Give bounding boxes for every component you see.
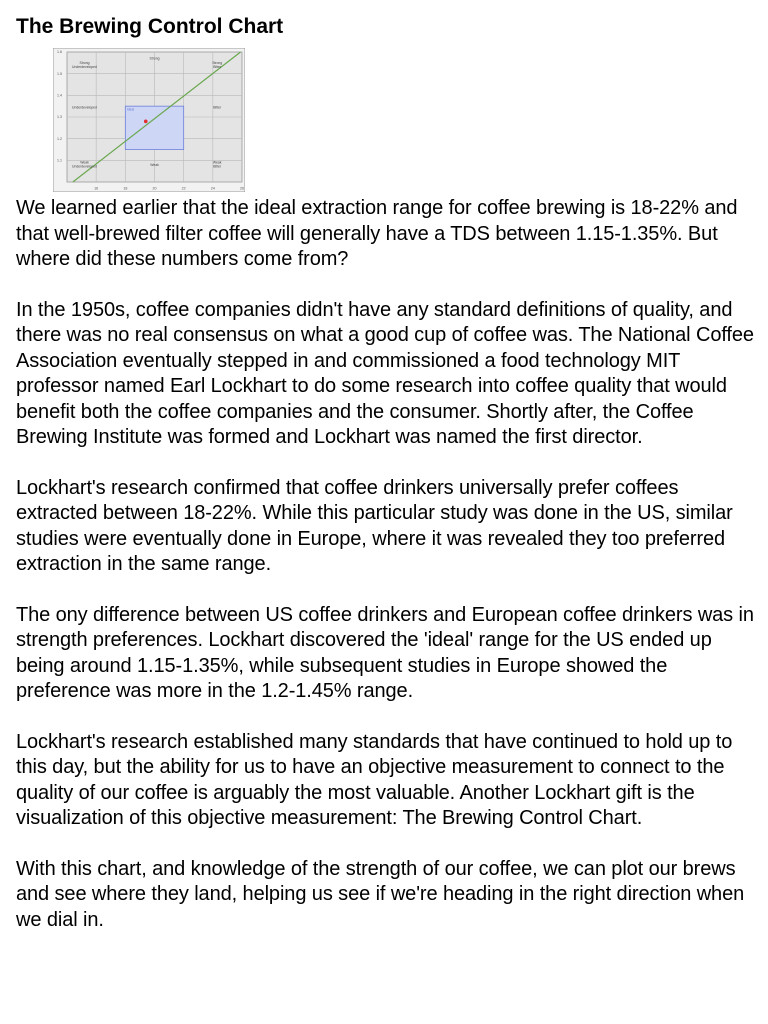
- ideal-box: [125, 106, 183, 149]
- zone-label: Underdeveloped: [72, 105, 97, 110]
- x-tick-label: 26: [240, 186, 244, 191]
- y-tick-label: 1.5: [57, 71, 62, 76]
- y-tick-label: 1.3: [57, 115, 62, 120]
- x-tick-label: 24: [210, 186, 215, 191]
- brewing-control-chart: [53, 48, 245, 192]
- brew-point: [144, 120, 148, 124]
- ideal-box-label: Ideal: [126, 107, 135, 112]
- paragraph-4: The ony difference between US coffee drinkers and European coffee drinkers was in strength preferences. Lockhart discovered the 'ideal' range for the US ended up being around 1.15-1.35%, while subsequent studies in Europe showed the preference was more in the 1.2-1.45% range.: [16, 603, 754, 702]
- y-tick-label: 1.6: [57, 50, 62, 55]
- brewing-control-chart-svg: [53, 48, 245, 192]
- x-tick-label: 20: [152, 186, 157, 191]
- article-title: The Brewing Control Chart: [16, 15, 284, 38]
- zone-label: Strong: [149, 56, 160, 61]
- paragraph-3: Lockhart's research confirmed that coffee drinkers universally prefer coffees extracted between 18-22%. While this particular study was done in the US, similar studies were eventually done in Europe, where it was revealed they too preferred extraction in the same range.: [16, 476, 733, 575]
- paragraph-2: In the 1950s, coffee companies didn't have any standard definitions of quality, and there was no real consensus on what a good cup of coffee was. The National Coffee Association eventually stepped in and commissioned a food technology MIT professor named Earl Lockhart to do some research into coffee quality that would benefit both the coffee companies and the consumer. Shortly after, the Coffee Brewing Institute was formed and Lockhart was named the first director.: [16, 298, 754, 448]
- y-tick-label: 1.2: [57, 136, 62, 141]
- paragraph-5: Lockhart's research established many standards that have continued to hold up to this day, but the ability for us to have an objective measurement to connect to the quality of our coffee is arguably the most valuable. Another Lockhart gift is the visualization of this objective measurement: The Brewing Control Chart.: [16, 730, 733, 829]
- zone-label: Strong Underdeveloped: [72, 60, 97, 69]
- paragraph-1: We learned earlier that the ideal extraction range for coffee brewing is 18-22% and that well-brewed filter coffee will generally have a TDS between 1.15-1.35%. But where did these numbers come from?: [16, 197, 738, 270]
- zone-label: Strong Bitter: [212, 60, 223, 69]
- x-tick-label: 22: [181, 186, 186, 191]
- zone-label: Weak Underdeveloped: [72, 160, 97, 169]
- y-tick-label: 1.1: [57, 158, 62, 163]
- zone-label: Bitter: [213, 105, 222, 110]
- zone-label: Weak: [150, 162, 159, 167]
- paragraph-6: With this chart, and knowledge of the strength of our coffee, we can plot our brews and see where they land, helping us see if we're heading in the right direction when we dial in.: [16, 857, 745, 931]
- x-tick-label: 16: [94, 186, 99, 191]
- y-tick-label: 1.4: [57, 93, 62, 98]
- zone-label: Weak Bitter: [212, 160, 222, 169]
- x-tick-label: 18: [123, 186, 128, 191]
